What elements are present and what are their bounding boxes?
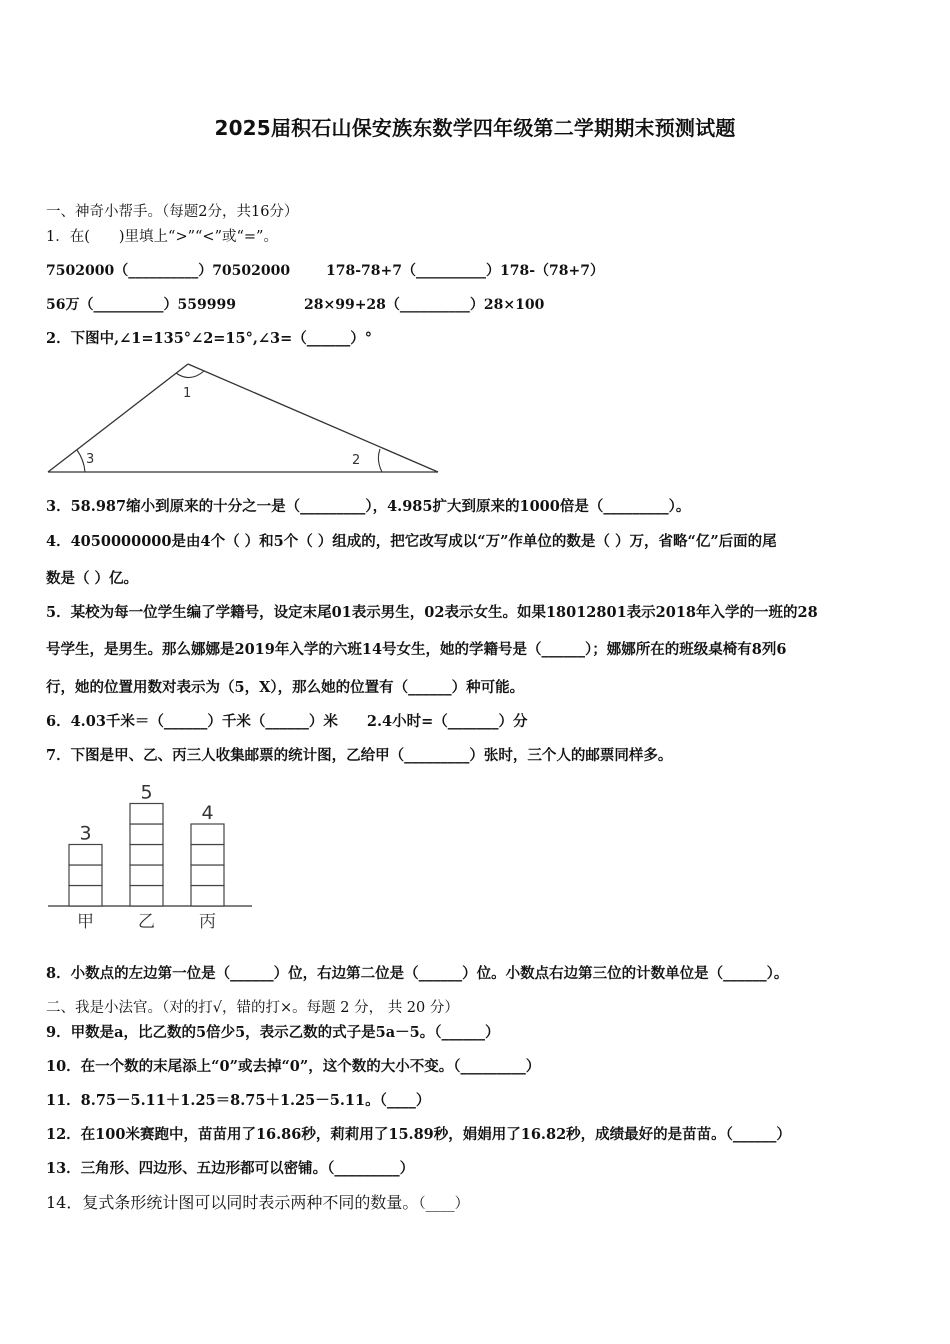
bar-甲-unit-1 [69,886,102,907]
question-12: 12．在100米赛跑中，苗苗用了16.86秒，莉莉用了15.89秒，娟娟用了16.82秒，成绩最好的是苗苗。（______） [46,1126,791,1143]
question-9: 9．甲数是a，比乙数的5倍少5，表示乙数的式子是5a－5。（______） [46,1024,500,1041]
stamp-chart [44,776,258,938]
question-5-line-2: 号学生，是男生。那么娜娜是2019年入学的六班14号女生，她的学籍号是（______）；娜娜所在的班级桌椅有8列6 [46,641,787,658]
triangle-left-side [48,364,188,472]
section-1-header: 一、神奇小帮手。（每题2分，共16分） [46,204,299,220]
angle-2-arc [378,449,382,472]
triangle-right-side [188,364,438,472]
bar-乙-unit-1 [130,886,163,907]
angle-1-arc [176,371,204,378]
q1-row2-right: 28×99+28（__________）28×100 [304,297,545,313]
question-14-label: 14． [46,1193,83,1212]
question-14-blank: （____） [418,1196,470,1212]
bar-甲-unit-2 [69,865,102,886]
q1-row2-left: 56万（__________）559999 [46,297,236,313]
angle-2-label: 2 [352,453,361,468]
question-1: 1．在( )里填上“>”“<”或“=”。 [46,229,278,245]
page-title: 2025届积石山保安族东数学四年级第二学期期末预测试题 [214,116,736,140]
question-5-line-3: 行，她的位置用数对表示为（5，X），那么她的位置有（______）种可能。 [46,679,525,696]
category-label-乙: 乙 [138,912,155,932]
value-label-乙: 5 [140,781,153,804]
angle-3-label: 3 [86,452,95,467]
category-label-甲: 甲 [77,912,94,932]
angle-3-arc [77,450,85,472]
question-3: 3．58.987缩小到原来的十分之一是（_________），4.985扩大到原来的1000倍是（_________）。 [46,498,691,515]
value-label-甲: 3 [79,822,92,845]
question-11: 11．8.75－5.11＋1.25＝8.75＋1.25－5.11。（____） [46,1092,431,1109]
q1-row1-right: 178-78+7（__________）178-（78+7） [326,263,604,279]
bar-丙-unit-1 [191,886,224,907]
question-7: 7．下图是甲、乙、丙三人收集邮票的统计图，乙给甲（_________）张时，三个人的邮票同样多。 [46,747,673,764]
question-5-line-1: 5．某校为每一位学生编了学籍号，设定末尾01表示男生，02表示女生。如果18012801表示2018年入学的一班的28 [46,604,818,621]
question-2: 2．下图中,∠1=135°∠2=15°,∠3=（______）° [46,330,373,347]
bar-丙-unit-3 [191,845,224,866]
question-6: 6．4.03千米＝（______）千米（______）米 2.4小时=（_______）分 [46,713,528,730]
angle-1-label: 1 [183,386,192,401]
question-13: 13．三角形、四边形、五边形都可以密铺。（_________） [46,1160,415,1177]
triangle-figure [40,356,450,481]
bar-甲-unit-3 [69,845,102,866]
q1-row1-left: 7502000（__________）70502000 [46,263,291,279]
bar-乙-unit-2 [130,865,163,886]
bar-丙-unit-2 [191,865,224,886]
section-2-header: 二、我是小法官。（对的打√，错的打×。每题 2 分， 共 20 分） [46,1000,459,1016]
category-label-丙: 丙 [199,912,216,932]
question-10: 10．在一个数的末尾添上“0”或去掉“0”，这个数的大小不变。（_________） [46,1058,541,1075]
bar-乙-unit-5 [130,804,163,825]
value-label-丙: 4 [201,802,214,824]
question-14 [46,1192,910,1215]
bar-乙-unit-4 [130,824,163,845]
question-14-text: 复式条形统计图可以同时表示两种不同的数量。 [82,1193,419,1212]
question-4-line-2: 数是（ ）亿。 [46,570,139,587]
bar-丙-unit-4 [191,824,224,845]
question-8: 8．小数点的左边第一位是（______）位，右边第二位是（______）位。小数点右边第三位的计数单位是（______）。 [46,965,789,982]
question-4-line-1: 4．4050000000是由4个（ ）和5个（ ）组成的，把它改写成以“万”作单位的数是（ ）万，省略“亿”后面的尾 [46,533,777,550]
bar-乙-unit-3 [130,845,163,866]
